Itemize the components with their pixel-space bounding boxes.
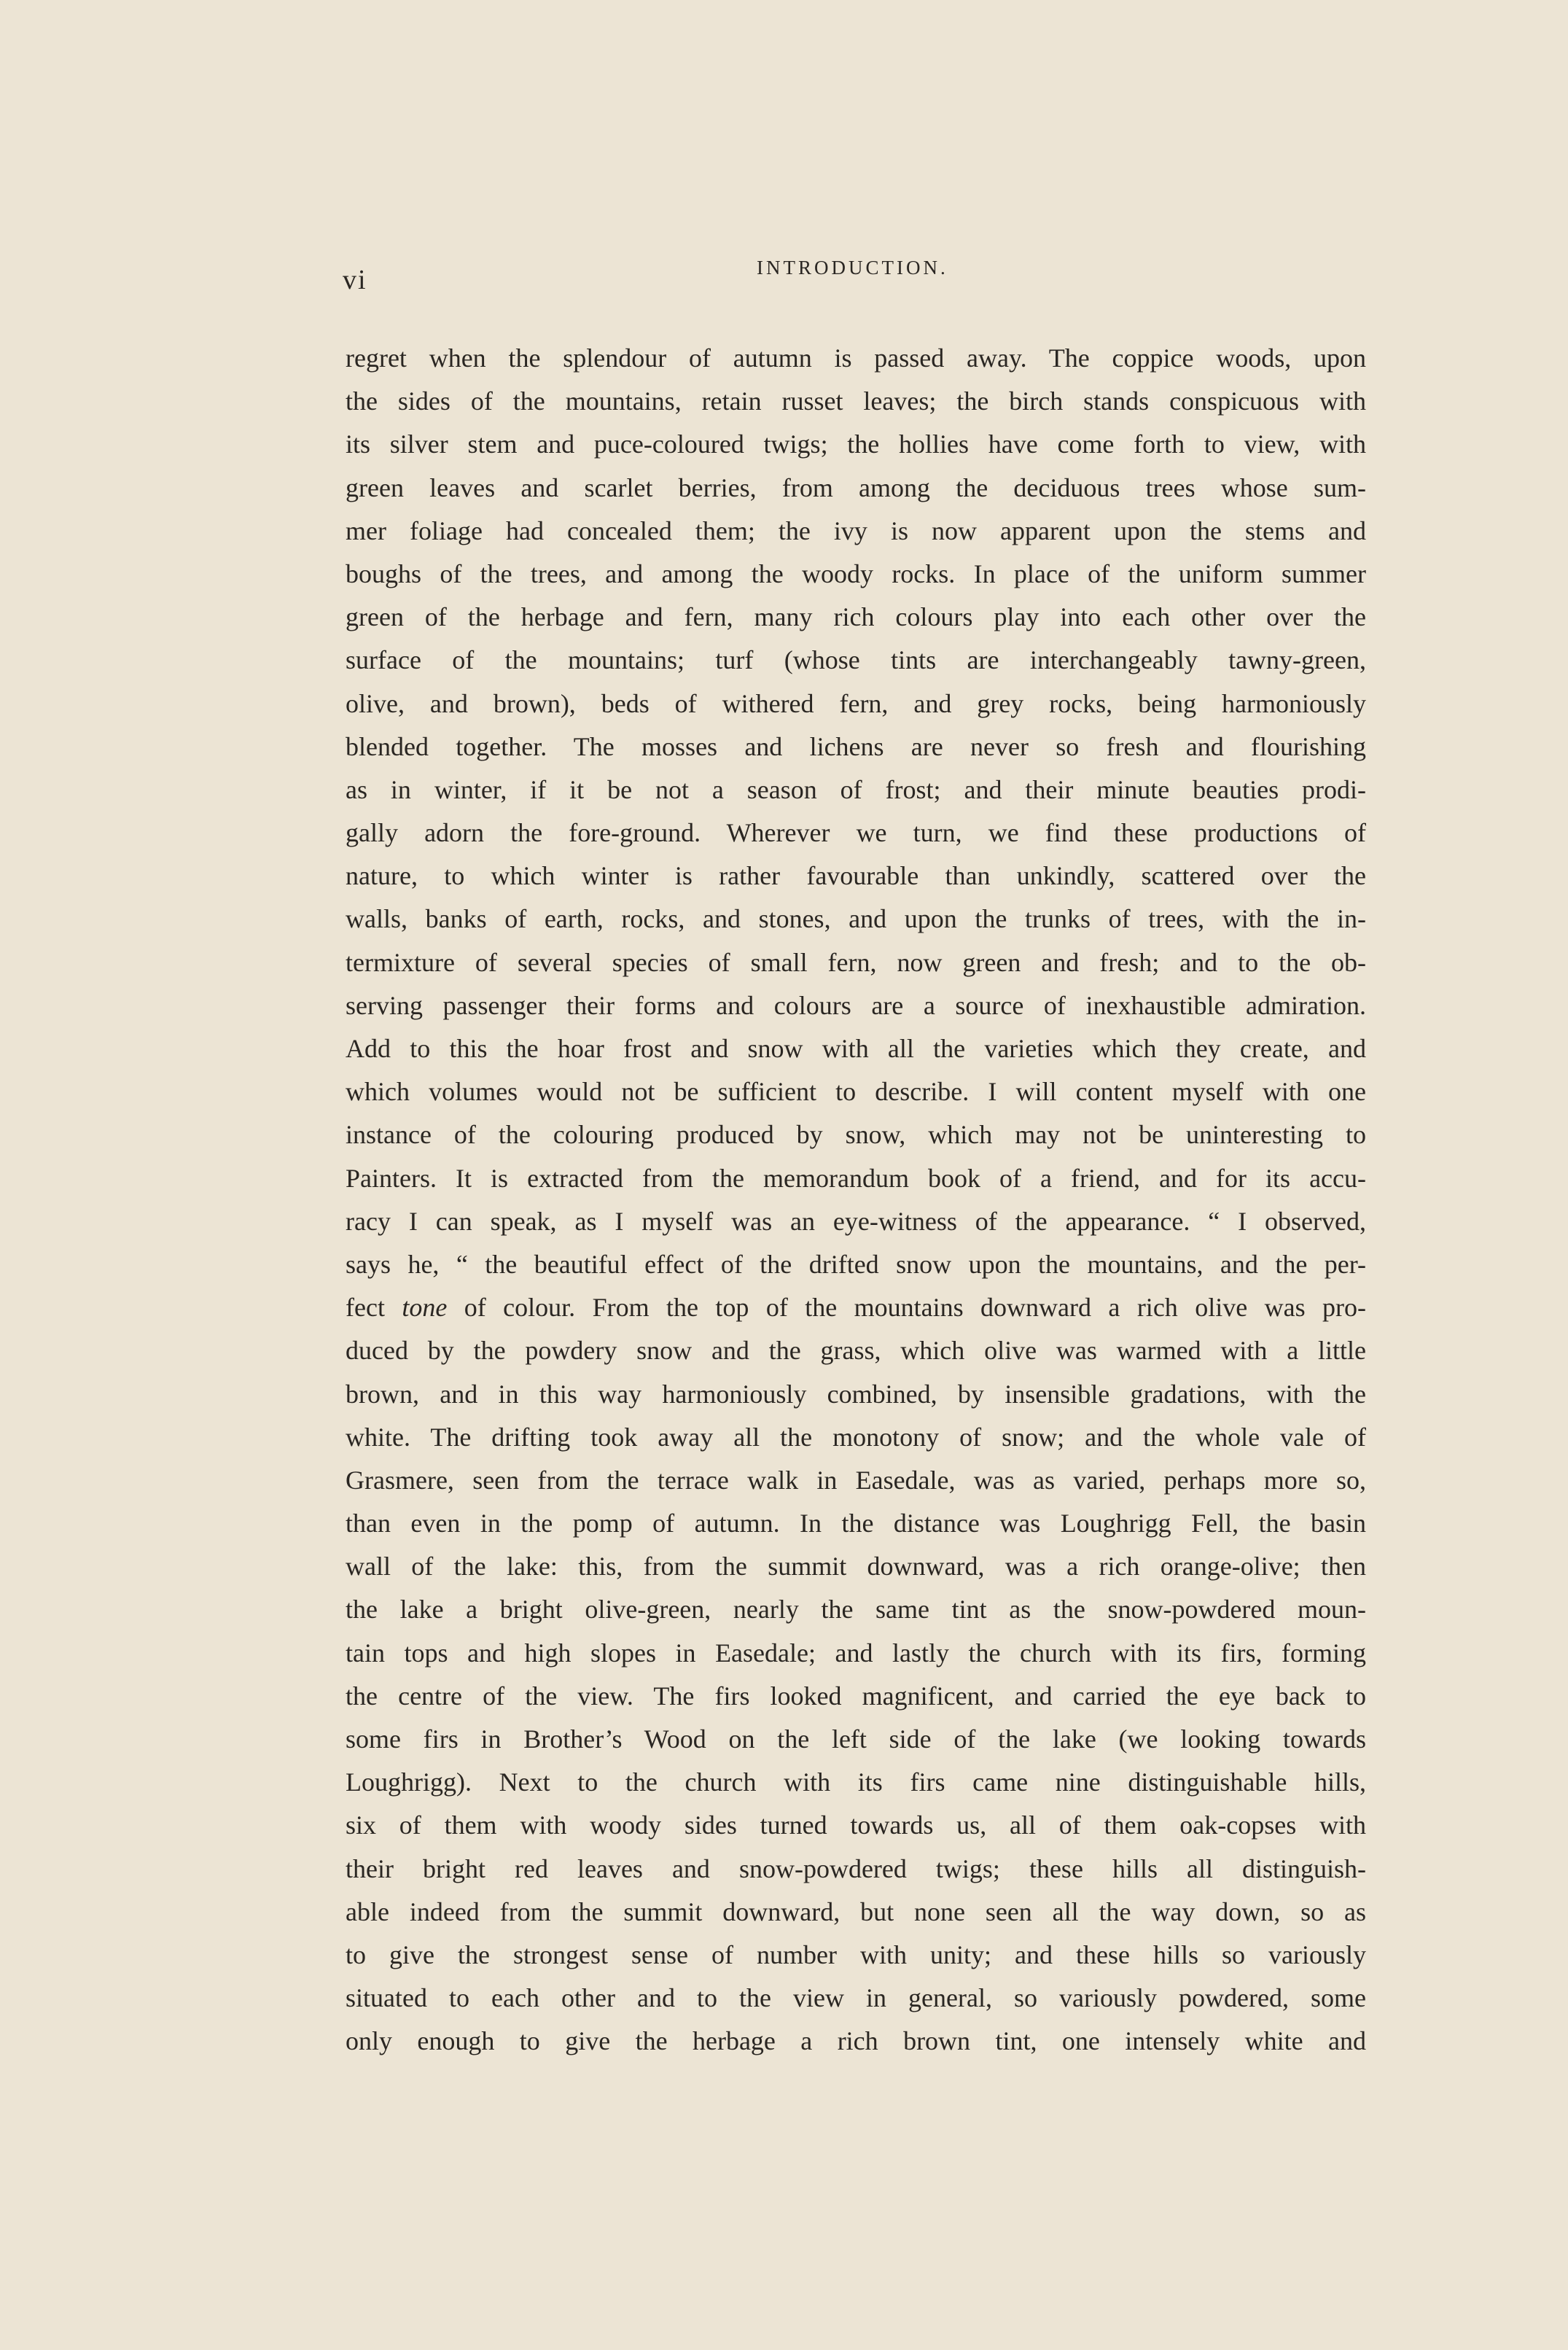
text-line: their bright red leaves and snow-powdered twigs; these hills all distinguish- [346,1853,1366,1883]
text-line: regret when the splendour of autumn is passed away. The coppice woods, upon [346,343,1366,373]
running-head: INTRODUCTION. [757,257,948,279]
text-line: only enough to give the herbage a rich brown tint, one intensely white and [346,2026,1366,2056]
text-line: walls, banks of earth, rocks, and stones, and upon the trunks of trees, with the in- [346,904,1366,934]
text-line: white. The drifting took away all the monotony of snow; and the whole vale of [346,1422,1366,1452]
text-line: brown, and in this way harmoniously combined, by insensible gradations, with the [346,1379,1366,1409]
text-line: duced by the powdery snow and the grass, which olive was warmed with a little [346,1336,1366,1366]
text-line: the sides of the mountains, retain russet leaves; the birch stands conspicuous with [346,386,1366,416]
page-number: vi [343,265,367,295]
body-text [346,337,1366,2056]
line-segment: of colour. From the top of the mountains downward a rich olive was pro- [447,1293,1366,1323]
text-line: Painters. It is extracted from the memorandum book of a friend, and for its accu- [346,1163,1366,1193]
text-line: the centre of the view. The firs looked magnificent, and carried the eye back to [346,1681,1366,1711]
text-line: its silver stem and puce-coloured twigs; the hollies have come forth to view, with [346,429,1366,459]
text-line: serving passenger their forms and colours are a source of inexhaustible admiration. [346,990,1366,1020]
text-line: olive, and brown), beds of withered fern, and grey rocks, being harmoniously [346,688,1366,718]
text-line: green leaves and scarlet berries, from among the deciduous trees whose sum- [346,472,1366,502]
italic-word: tone [402,1293,448,1323]
text-line: blended together. The mosses and lichens are never so fresh and flourishing [346,731,1366,761]
text-line: which volumes would not be sufficient to describe. I will content myself with one [346,1077,1366,1107]
text-line: situated to each other and to the view in general, so variously powdered, some [346,1983,1366,2013]
text-line: termixture of several species of small fern, now green and fresh; and to the ob- [346,947,1366,977]
text-line: some firs in Brother’s Wood on the left side of the lake (we looking towards [346,1724,1366,1754]
text-line: instance of the colouring produced by snow, which may not be uninteresting to [346,1120,1366,1150]
text-line: boughs of the trees, and among the woody rocks. In place of the uniform summer [346,559,1366,588]
text-line-italic-tone [346,1286,1366,1329]
text-line: six of them with woody sides turned towards us, all of them oak-copses with [346,1810,1366,1840]
text-line: than even in the pomp of autumn. In the distance was Loughrigg Fell, the basin [346,1509,1366,1538]
text-line: Grasmere, seen from the terrace walk in Easedale, was as varied, perhaps more so, [346,1465,1366,1495]
text-line: nature, to which winter is rather favourable than unkindly, scattered over the [346,861,1366,891]
text-line: surface of the mountains; turf (whose tints are interchangeably tawny-green, [346,645,1366,675]
line-segment: fect [346,1293,402,1323]
text-line: the lake a bright olive-green, nearly the same tint as the snow-powdered moun- [346,1595,1366,1625]
text-line: says he, “ the beautiful effect of the drifted snow upon the mountains, and the per- [346,1249,1366,1279]
text-line: mer foliage had concealed them; the ivy is now apparent upon the stems and [346,515,1366,545]
text-line: wall of the lake: this, from the summit downward, was a rich orange-olive; then [346,1552,1366,1581]
text-line: green of the herbage and fern, many rich colours play into each other over the [346,602,1366,632]
text-line: as in winter, if it be not a season of frost; and their minute beauties prodi- [346,774,1366,804]
text-line: Add to this the hoar frost and snow with all the varieties which they create, and [346,1034,1366,1063]
text-line: Loughrigg). Next to the church with its firs came nine distinguishable hills, [346,1767,1366,1797]
text-line: gally adorn the fore-ground. Wherever we turn, we find these productions of [346,818,1366,848]
text-line: able indeed from the summit downward, but none seen all the way down, so as [346,1896,1366,1926]
text-line: racy I can speak, as I myself was an eye-witness of the appearance. “ I observed, [346,1206,1366,1236]
text-line: tain tops and high slopes in Easedale; and lastly the church with its firs, forming [346,1638,1366,1668]
text-line: to give the strongest sense of number with unity; and these hills so variously [346,1939,1366,1969]
